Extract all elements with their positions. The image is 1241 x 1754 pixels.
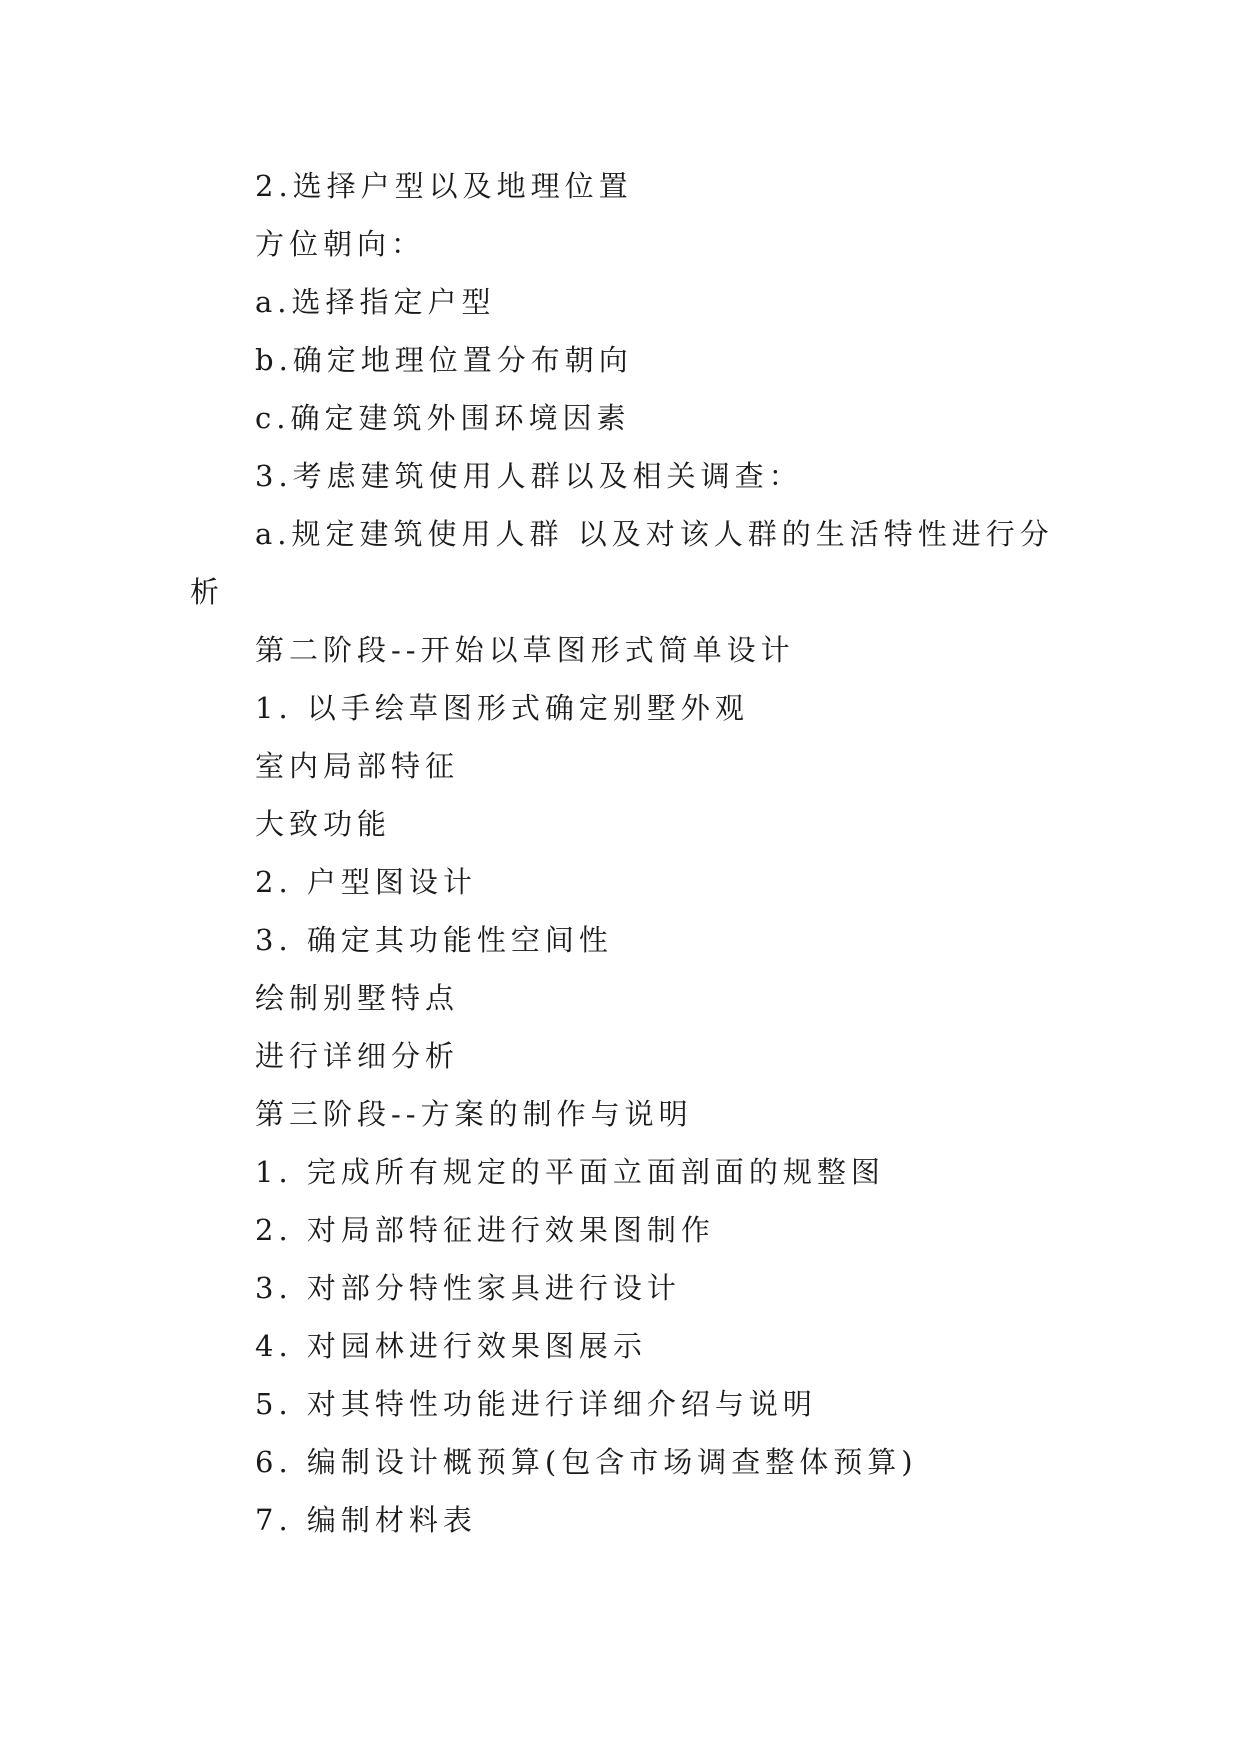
text-line: 4. 对园林进行效果图展示 [255,1329,647,1363]
text-line: 大致功能 [255,807,392,841]
section-heading: 第三阶段--方案的制作与说明 [255,1097,693,1131]
text-line: 1. 以手绘草图形式确定别墅外观 [255,691,749,725]
text-line: 进行详细分析 [255,1039,460,1073]
text-line-continuation: 析 [190,575,225,609]
section-heading: 第二阶段--开始以草图形式简单设计 [255,633,795,667]
text-line: 2.选择户型以及地理位置 [255,169,633,203]
text-line: 方位朝向： [255,227,426,261]
text-line: 3.考虑建筑使用人群以及相关调查： [255,459,803,493]
text-line: 6. 编制设计概预算(包含市场调查整体预算) [255,1445,918,1479]
text-line: b.确定地理位置分布朝向 [255,343,633,377]
text-line: 2. 户型图设计 [255,865,477,899]
text-line: 3. 对部分特性家具进行设计 [255,1271,681,1305]
text-line: 室内局部特征 [255,749,460,783]
text-line: 5. 对其特性功能进行详细介绍与说明 [255,1387,817,1421]
text-line: 3. 确定其功能性空间性 [255,923,613,957]
text-line: 7. 编制材料表 [255,1503,477,1537]
text-line: 绘制别墅特点 [255,981,460,1015]
text-line: 2. 对局部特征进行效果图制作 [255,1213,715,1247]
text-line: c.确定建筑外围环境因素 [255,401,631,435]
text-line: 1. 完成所有规定的平面立面剖面的规整图 [255,1155,885,1189]
text-line: a.规定建筑使用人群 以及对该人群的生活特性进行分 [255,517,1054,551]
text-line: a.选择指定户型 [255,285,496,319]
